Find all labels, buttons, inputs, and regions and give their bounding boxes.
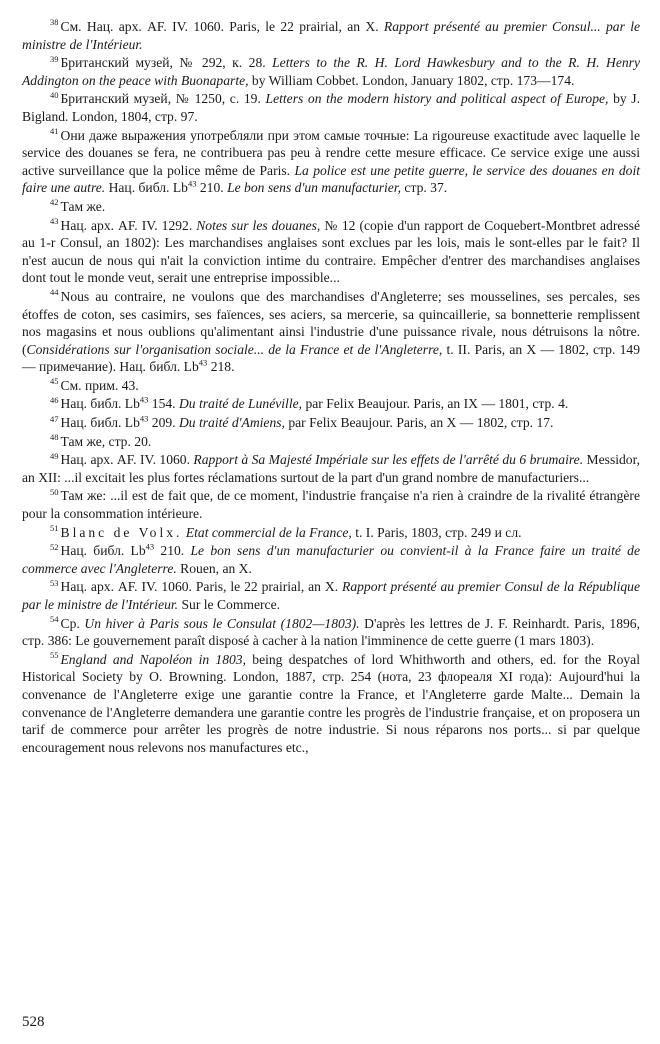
footnote-text: Rouen, an X. xyxy=(176,560,252,576)
footnote-text: D'après les lettres de J. F. Reinhardt. Paris, 1896, стр. 386: Le gouvernement paraît disposé à cacher à la nation l'imminence de cette guerre (1 mars 1803). xyxy=(22,615,640,649)
footnote-text: Nous au contraire, ne voulons que des marchandises d'Angleterre; ses mousselines, ses percales, ses étoffes de coton, ses casimirs, ses faïences, ses aciers, sa mercerie, sa quincaillerie, sa bonnetterie remplissent nos magasins et nous oublions qu'alimentant ainsi l'industrie d'une puissance rivale, nous détruisons la nôtre. ( xyxy=(22,288,640,357)
footnote-text: 43 xyxy=(139,413,149,424)
footnote-text: стр. 37. xyxy=(401,180,448,196)
footnote-number: 47 xyxy=(50,413,59,424)
footnote-text: Нац. библ. Lb xyxy=(60,543,146,559)
page-number: 528 xyxy=(22,1014,45,1030)
footnote-text: Un hiver à Paris sous le Consulat (1802—1803). xyxy=(84,615,360,631)
footnote-47 xyxy=(22,414,640,432)
footnote-text: Messidor, an XII: ...il excitait les plus fortes réclamations surtout de la part d'un grand nombre de manufacturiers... xyxy=(22,452,640,485)
footnote-text: 218. xyxy=(207,359,235,375)
footnote-text: 43 xyxy=(187,178,197,189)
footnote-number: 44 xyxy=(50,287,59,298)
footnote-text: Нац. арх. AF. IV. 1060. Paris, le 22 prairial, an X. xyxy=(60,579,343,595)
footnote-number: 52 xyxy=(50,541,59,552)
footnote-text: 209. xyxy=(148,415,179,431)
footnote-text: Le bon sens d'un manufacturier, xyxy=(227,180,402,196)
footnote-number: 54 xyxy=(50,614,59,625)
footnote-53 xyxy=(22,578,640,613)
footnote-text: Sur le Commerce. xyxy=(178,597,281,612)
footnote-text: Нац. библ. Lb xyxy=(60,396,140,412)
footnote-text: Le bon sens d'un manufacturier ou convient-il à la France faire un traité de commerce avec l'Angleterre. xyxy=(22,543,640,576)
footnote-52 xyxy=(22,542,640,577)
footnote-text: Rapport présenté au premier Consul de la République par le ministre de l'Intérieur. xyxy=(22,579,640,612)
footnote-text: 210. xyxy=(154,543,191,559)
footnote-text: Нац. арх. AF. IV. 1060. xyxy=(60,452,194,468)
footnote-text: Ср. xyxy=(60,615,85,631)
footnote-number: 48 xyxy=(50,432,59,443)
footnote-text: by William Cobbet. London, January 1802, стр. 173—174. xyxy=(248,72,575,88)
footnote-44 xyxy=(22,288,640,376)
footnotes xyxy=(22,18,640,756)
footnote-text: 43 xyxy=(145,541,155,552)
footnote-number: 45 xyxy=(50,376,59,387)
footnote-39 xyxy=(22,54,640,89)
footnote-number: 49 xyxy=(50,450,59,461)
footnote-text: Там же: ...il est de fait que, de ce moment, l'industrie française n'a rien à craindre de la rivalité étrangère pour la consommation intérieure. xyxy=(22,488,640,522)
footnote-text: by J. Bigland. London, 1804, стр. 97. xyxy=(22,91,640,124)
footnote-text: Letters to the R. H. Lord Hawkesbury and to the R. H. Henry Addington on the peace with Buonaparte, xyxy=(22,55,640,88)
footnote-48 xyxy=(22,433,640,451)
footnote-text: par Felix Beaujour. Paris, an X — 1802, стр. 17. xyxy=(284,415,554,431)
footnote-text: England and Napoléon in 1803, xyxy=(60,651,247,667)
footnote-text: Нац. библ. Lb xyxy=(60,415,140,431)
footnote-number: 39 xyxy=(50,53,59,64)
footnote-text: Rapport présenté au premier Consul... par le ministre de l'Intérieur. xyxy=(22,19,640,52)
footnote-number: 40 xyxy=(50,89,59,100)
footnote-text: Rapport à Sa Majesté Impériale sur les effets de l'arrêté du 6 brumaire. xyxy=(193,452,584,468)
footnote-49 xyxy=(22,451,640,486)
footnote-text: Letters on the modern history and political aspect of Europe, xyxy=(265,91,609,107)
footnote-46 xyxy=(22,395,640,413)
footnote-number: 46 xyxy=(50,394,59,405)
footnote-text: Нац. арх. AF. IV. 1292. xyxy=(60,217,197,233)
footnote-text: t. I. Paris, 1803, стр. 249 и сл. xyxy=(351,524,522,540)
footnote-40 xyxy=(22,90,640,125)
footnote-text: Британский музей, № 292, к. 28. xyxy=(60,55,273,71)
footnote-text: being despatches of lord Whithworth and others, ed. for the Royal Historical Society by O. Browning. London, 1887, стр. 254 (нота, 23 флореаля XI года): Aujourd'hui la convenance de l'Angleterre exige une garantie contre la France, et l'Angleterre garde Malte... Demain la convenance de l'Angleterre demandera une garantie contre les progrès de l'industrie française, et on proposera un tarif de commerce pour arrêter les progrès de notre industrie. Si nous réparons nos ports... si par quelque encouragement nous relevons nos manufactures etc., xyxy=(22,651,640,755)
footnote-text: Notes sur les douanes, xyxy=(196,217,321,233)
footnote-text: Британский музей, № 1250, с. 19. xyxy=(60,91,266,107)
footnote-text: 154. xyxy=(148,396,179,412)
footnote-number: 38 xyxy=(50,17,59,28)
footnote-text: Там же, стр. 20. xyxy=(60,433,152,449)
footnote-number: 41 xyxy=(50,126,59,137)
footnote-text: Они даже выражения употребляли при этом самые точные: La rigoureuse exactitude avec laquelle le service des douanes se fera, ne contribuera pas peu à rendre cette mesure efficace. Ce service exige une aussi active surveillance que la police même de Paris. xyxy=(22,127,640,178)
footnote-number: 53 xyxy=(50,577,59,588)
footnote-text: La police est une petite guerre, le service des douanes en doit faire une autre. xyxy=(22,162,640,196)
footnote-text: Etat commercial de la France, xyxy=(185,524,352,540)
footnote-text: 210. xyxy=(196,180,228,196)
footnote-text: См. Нац. арх. AF. IV. 1060. Paris, le 22 prairial, an X. xyxy=(60,19,384,34)
footnote-54 xyxy=(22,615,640,650)
footnote-45 xyxy=(22,377,640,395)
footnote-text: Du traité de Lunéville, xyxy=(178,396,303,412)
footnote-50 xyxy=(22,487,640,522)
footnote-number: 43 xyxy=(50,216,59,226)
footnote-43 xyxy=(22,217,640,287)
footnote-42 xyxy=(22,198,640,216)
footnote-text: См. прим. 43. xyxy=(60,377,139,393)
footnote-51 xyxy=(22,524,640,542)
footnote-text: 43 xyxy=(139,394,149,405)
footnote-41 xyxy=(22,127,640,197)
footnote-text: 43 xyxy=(198,357,208,368)
footnote-text: Considérations sur l'organisation sociale... de la France et de l'Angleterre, xyxy=(26,341,443,357)
footnote-38 xyxy=(22,18,640,53)
footnote-text: № 12 (copie d'un rapport de Coquebert-Montbret adressé au 1-r Consul, an 1802): Les marchandises anglaises sont exclues par les lois, mais le sont-elles par le fait? Il n'est aucun de nous qui n'ait la conviction intime du contraire. Empêcher d'entrer des marchandises anglaises dont tout le monde veut, serait une entreprise impossible... xyxy=(22,217,641,286)
footnote-number: 51 xyxy=(50,523,59,534)
footnote-number: 55 xyxy=(50,650,59,661)
footnote-text: t. II. Paris, an X — 1802, стр. 149 — примечание). Нац. библ. Lb xyxy=(22,341,640,375)
footnote-number: 50 xyxy=(50,486,59,497)
footnote-text: Там же. xyxy=(60,198,106,214)
footnote-text: par Felix Beaujour. Paris, an IX — 1801, стр. 4. xyxy=(302,396,569,412)
footnote-text: Du traité d'Amiens, xyxy=(178,415,285,431)
footnote-55 xyxy=(22,651,640,757)
footnote-text: Нац. библ. Lb xyxy=(105,180,188,196)
footnote-number: 42 xyxy=(50,197,59,208)
footnote-text: Blanc de Volx. xyxy=(60,524,183,540)
